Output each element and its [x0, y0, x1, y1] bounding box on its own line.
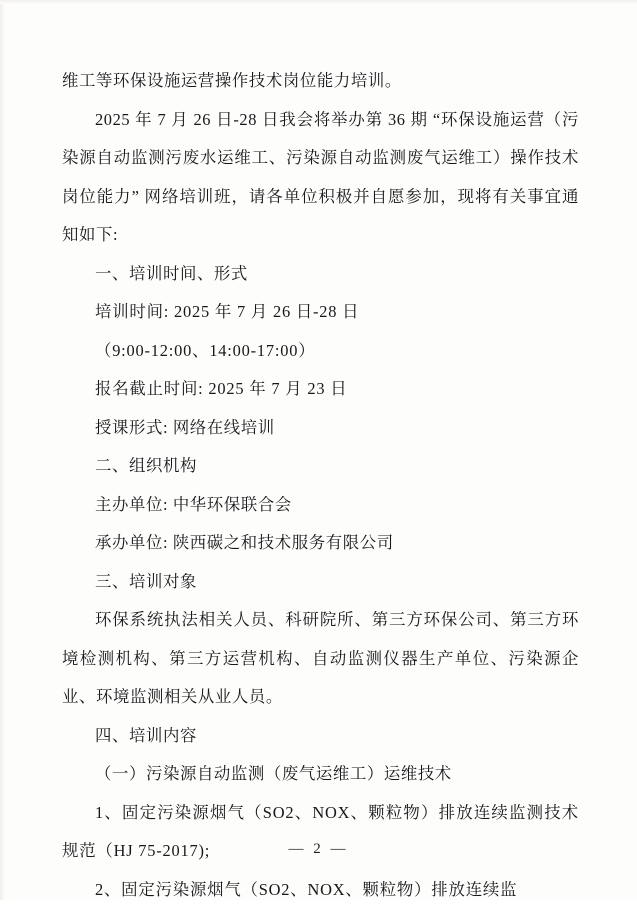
paragraph-training-hours: （9:00-12:00、14:00-17:00）: [62, 332, 579, 371]
section-heading-audience: 三、培训对象: [62, 563, 579, 602]
paragraph-organizing-unit: 承办单位: 陕西碳之和技术服务有限公司: [62, 524, 579, 563]
paragraph-registration-deadline: 报名截止时间: 2025 年 7 月 23 日: [62, 370, 579, 409]
list-item: 2、固定污染源烟气（SO2、NOX、颗粒物）排放连续监: [62, 871, 579, 909]
paragraph-training-date: 培训时间: 2025 年 7 月 26 日-28 日: [62, 293, 579, 332]
paragraph: 维工等环保设施运营操作技术岗位能力培训。: [62, 62, 579, 101]
page-number-footer: — 2 —: [0, 841, 637, 858]
paragraph: 2025 年 7 月 26 日-28 日我会将举办第 36 期 “环保设施运营（污染源自动监测污废水运维工、污染源自动监测废气运维工）操作技术岗位能力” 网络培训班，请各单位积极并自愿参加，现将有关事宜通知如下:: [62, 101, 579, 255]
page-left-edge-shadow: [0, 0, 5, 900]
page-top-edge-shadow: [0, 0, 637, 4]
paragraph-teaching-format: 授课形式: 网络在线培训: [62, 409, 579, 448]
document-body: [62, 62, 579, 909]
subsection-heading-waste-gas: （一）污染源自动监测（废气运维工）运维技术: [62, 755, 579, 794]
list-item: 1、固定污染源烟气（SO2、NOX、颗粒物）排放连续监测技术规范（HJ 75-2017);: [62, 794, 579, 871]
paragraph-audience-list: 环保系统执法相关人员、科研院所、第三方环保公司、第三方环境检测机构、第三方运营机构、自动监测仪器生产单位、污染源企业、环境监测相关从业人员。: [62, 601, 579, 717]
paragraph-host-unit: 主办单位: 中华环保联合会: [62, 486, 579, 525]
section-heading-content: 四、培训内容: [62, 717, 579, 756]
section-heading-training-time: 一、培训时间、形式: [62, 255, 579, 294]
section-heading-organizers: 二、组织机构: [62, 447, 579, 486]
